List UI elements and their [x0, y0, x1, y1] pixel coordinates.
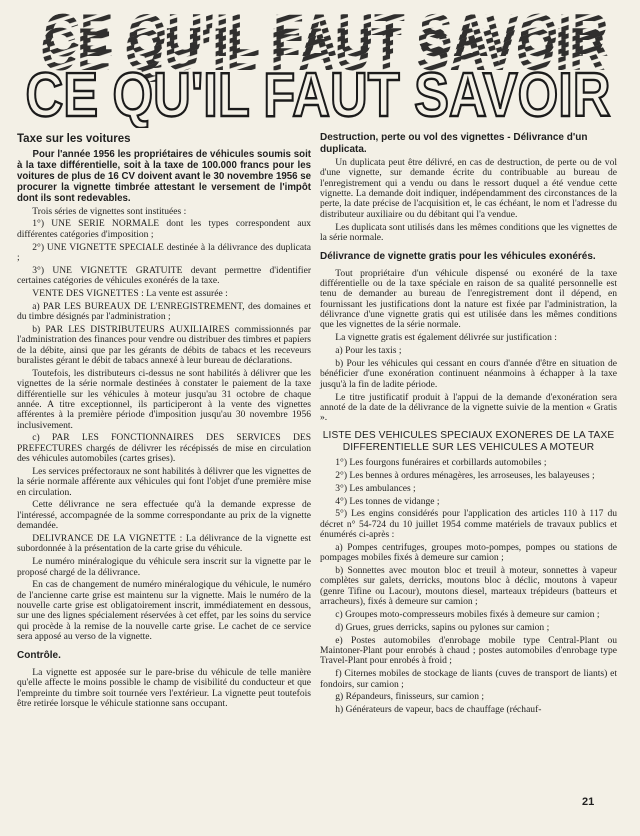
- list-item: f) Citernes mobiles de stockage de liants (cuves de transport de liants) et fondoirs, sur camion ;: [320, 668, 617, 690]
- paragraph: En cas de changement de numéro minéralogique du véhicule, le numéro de l'ancienne carte grise est maintenu sur la vignette. Mais le numéro de la nouvelle carte grise est obligatoirement inscrit, immédiatement en dessous, sur une des lignes spécialement réservées à cet effet, par les soins du service qui procède à la remise de la nouvelle carte grise. Le cachet de ce service sera apposé au verso de la vignette.: [17, 579, 311, 643]
- banner-title: CE QU'IL FAUT SAVOIR: [25, 61, 611, 128]
- controle-heading: Contrôle.: [17, 650, 61, 662]
- paragraph: a) Pour les taxis ;: [335, 345, 402, 357]
- paragraph: Les duplicata sont utilisés dans les mêmes conditions que les vignettes de la série normale.: [320, 221, 617, 243]
- list-item: a) Pompes centrifuges, groupes moto-pompes, pompes ou stations de pompages mobiles fixés à demeure sur camion ;: [320, 541, 617, 564]
- list-item: 2°) Les bennes à ordures ménagères, les arroseuses, les balayeuses ;: [335, 469, 595, 481]
- paragraph: Cette délivrance ne sera effectuée qu'à la demande expresse de l'intéressé, accompagnée de la somme correspondante au prix de la vignette demandée.: [17, 499, 311, 532]
- left-column: [17, 132, 311, 712]
- gratis-heading: Délivrance de vignette gratis pour les véhicules exonérés.: [320, 251, 596, 263]
- page-number: 21: [582, 796, 595, 808]
- paragraph: Trois séries de vignettes sont instituées :: [32, 205, 187, 217]
- right-column: [320, 132, 617, 718]
- banner-shadow-text: CE QU'IL FAUT SAVOIR: [40, 16, 606, 83]
- paragraph: b) PAR LES DISTRIBUTEURS AUXILIAIRES commissionnés par l'administration des finances pour vendre ou distribuer des timbres et papiers de la débite, ainsi que par les gérants de débits de tabacs et les receveurs buralistes gérant le débit de tabacs annexé à leur bureau de déclarations.: [17, 323, 311, 366]
- taxe-heading: Taxe sur les voitures: [17, 133, 131, 145]
- list-item: 1°) Les fourgons funéraires et corbillards automobiles ;: [335, 456, 547, 468]
- paragraph: 2°) UNE VIGNETTE SPECIALE destinée à la délivrance des duplicata ;: [17, 241, 311, 263]
- paragraph: a) PAR LES BUREAUX DE L'ENREGISTREMENT, des domaines et du timbre désignés par l'administration ;: [17, 300, 311, 323]
- exempt-list-heading: LISTE DES VEHICULES SPECIAUX EXONERES DE LA TAXE DIFFERENTIELLE SUR LES VEHICULES A MOTEUR: [322, 429, 615, 453]
- list-item: 3°) Les ambulances ;: [335, 482, 416, 494]
- list-item: d) Grues, grues derricks, sapins ou pylones sur camion ;: [335, 621, 550, 633]
- list-item: g) Répandeurs, finisseurs, sur camion ;: [335, 691, 485, 703]
- paragraph: DELIVRANCE DE LA VIGNETTE : La délivrance de la vignette est subordonnée à la présentation de la carte grise du véhicule.: [17, 532, 311, 555]
- paragraph: La vignette est apposée sur le pare-brise du véhicule de telle manière qu'elle affecte le moins possible le champ de visibilité du conducteur et que l'empreinte du timbre soit tournée vers l'extérieur. La vignette peut toutefois être retirée lorsque le véhicule stationne sans occupant.: [17, 666, 311, 709]
- banner-shadow-text: CE QU'IL FAUT SAVOIR: [43, 8, 609, 69]
- paragraph: Le titre justificatif produit à l'appui de la demande d'exonération sera annoté de la date de la délivrance de la vignette suivie de la mention « Gratis ».: [320, 391, 617, 424]
- list-item: c) Groupes moto-compresseurs mobiles fixés à demeure sur camion ;: [335, 608, 600, 620]
- paragraph: Un duplicata peut être délivré, en cas de destruction, de perte ou de vol d'une vignette, sur demande écrite du contribuable au bureau de l'enregistrement qui a vendu ou dans le ressort duquel a été vendue cette vignette. La demande doit indiquer, indépendamment des circonstances de la perte, la date précise de l'acquisition et, le cas échéant, le nom et l'adresse du distributeur auxiliaire ou du débitant qui l'a vendue.: [320, 157, 617, 220]
- list-item: h) Générateurs de vapeur, bacs de chauffage (réchauf-: [335, 704, 542, 716]
- list-item: 5°) Les engins considérés pour l'application des articles 110 à 117 du décret n° 54-724 du 10 juillet 1954 comme matériels de travaux publics et énumérés ci-après :: [320, 508, 617, 541]
- paragraph: 1°) UNE SERIE NORMALE dont les types correspondent aux différentes catégories d'imposition ;: [17, 218, 311, 240]
- paragraph: Le numéro minéralogique du véhicule sera inscrit sur la vignette par le proposé chargé de la délivrance.: [17, 556, 311, 578]
- taxe-intro: Pour l'année 1956 les propriétaires de véhicules soumis soit à la taxe différentielle, soit à la taxe de 100.000 francs pour les voitures de plus de 16 CV doivent avant le 30 novembre 1956 se procurer la vignette timbrée attestant le versement de l'impôt dont ils sont redevables.: [17, 149, 311, 204]
- paragraph: c) PAR LES FONCTIONNAIRES DES SERVICES DES PREFECTURES chargés de délivrer les récépissés de mise en circulation des véhicules automobiles (cartes grises).: [17, 432, 311, 465]
- paragraph: 3°) UNE VIGNETTE GRATUITE devant permettre d'identifier certaines catégories de véhicules exonérés de la taxe.: [17, 264, 311, 287]
- title-banner: [18, 8, 618, 128]
- paragraph: La vignette gratis est également délivrée sur justification :: [335, 332, 557, 344]
- destruction-heading: Destruction, perte ou vol des vignettes - Délivrance d'un duplicata.: [320, 132, 588, 155]
- paragraph: b) Pour les véhicules qui cessant en cours d'année d'être en situation de bénéficier d'une exonération continuent néanmoins à échapper à la taxe jusqu'à la fin de ladite période.: [320, 358, 617, 390]
- paragraph: Tout propriétaire d'un véhicule dispensé ou exonéré de la taxe différentielle ou de la taxe spéciale en raison de sa qualité personnelle est tenu de demander au bureau de l'enregistrement dont il dépend, en fournissant les justifications dont la nature est fixée par l'administration, la délivrance d'une vignette gratis qui est utilisée dans les mêmes conditions que les vignettes de la série normale.: [320, 267, 617, 331]
- paragraph: VENTE DES VIGNETTES : La vente est assurée :: [32, 287, 228, 299]
- paragraph: Toutefois, les distributeurs ci-dessus ne sont habilités à délivrer que les vignettes de la série normale destinées à constater le paiement de la taxe différentielle sur les véhicules à moteur jusqu'au 31 octobre de chaque année. A titre exceptionnel, ils participeront à la vente des vignettes afférentes à la première période d'imposition jusqu'au 30 novembre 1956 inclusivement.: [17, 367, 311, 431]
- list-item: e) Postes automobiles d'enrobage mobile type Central-Plant ou Maintoner-Plant pour enrobés à chaud ; postes automobiles d'enrobage type Travel-Plant pour enrobés à froid ;: [320, 634, 617, 667]
- list-item: b) Sonnettes avec mouton bloc et treuil à moteur, sonnettes à vapeur complètes sur galets, derricks, moutons bloc à déclic, moutons à vapeur (genre Tifine ou Lacour), moutons diesel, marteaux trépideurs (batteurs et arracheurs), fixés à demeure sur camion ;: [320, 565, 617, 608]
- paragraph: Les services préfectoraux ne sont habilités à délivrer que les vignettes de la série normale afférente aux véhicules qui font l'objet d'une première mise en circulation.: [17, 465, 311, 498]
- list-item: 4°) Les tonnes de vidange ;: [335, 495, 440, 507]
